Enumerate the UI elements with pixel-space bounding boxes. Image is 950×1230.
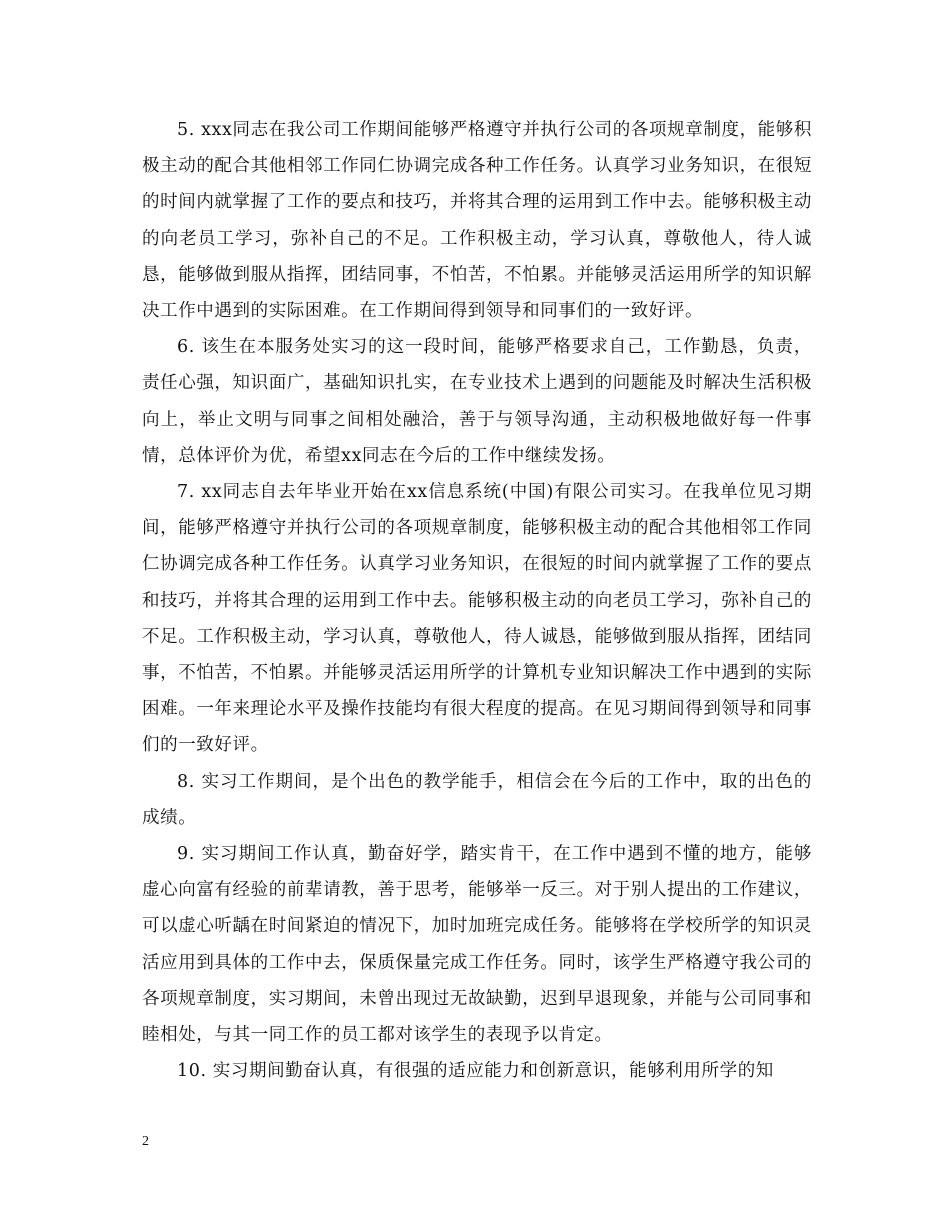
paragraph-6: 6. 该生在本服务处实习的这一段时间，能够严格要求自己，工作勤恳，负责，责任心强，知识面广，基础知识扎实，在专业技术上遇到的问题能及时解决生活积极向上，举止文明与同事之间相处融洽，善于与领导沟通，主动积极地做好每一件事情，总体评价为优，希望xx同志在今后的工作中继续发扬。 (142, 337, 812, 466)
paragraph-9: 9. 实习期间工作认真，勤奋好学，踏实肯干，在工作中遇到不懂的地方，能够虚心向富有经验的前辈请教，善于思考，能够举一反三。对于别人提出的工作建议，可以虚心听龋在时间紧迫的情况下，加时加班完成任务。能够将在学校所学的知识灵活应用到具体的工作中去，保质保量完成工作任务。同时，该学生严格遵守我公司的各项规章制度，实习期间，未曾出现过无故缺勤，迟到早退现象，并能与公司同事和睦相处，与其一同工作的员工都对该学生的表现予以肯定。 (142, 844, 812, 1046)
paragraph-8: 8. 实习工作期间，是个出色的教学能手，相信会在今后的工作中，取的出色的成绩。 (142, 771, 812, 828)
document-body (142, 112, 812, 1089)
paragraph-10: 10. 实习期间勤奋认真，有很强的适应能力和创新意识，能够利用所学的知 (177, 1061, 774, 1082)
paragraph-7: 7. xx同志自去年毕业开始在xx信息系统(中国)有限公司实习。在我单位见习期间，能够严格遵守并执行公司的各项规章制度，能够积极主动的配合其他相邻工作同仁协调完成各种工作任务。认真学习业务知识，在很短的时间内就掌握了工作的要点和技巧，并将其合理的运用到工作中去。能够积极主动的向老员工学习，弥补自己的不足。工作积极主动，学习认真，尊敬他人，待人诚恳，能够做到服从指挥，团结同事，不怕苦，不怕累。并能够灵活运用所学的计算机专业知识解决工作中遇到的实际困难。一年来理论水平及操作技能均有很大程度的提高。在见习期间得到领导和同事们的一致好评。 (142, 482, 812, 756)
page-number: 2 (142, 1134, 149, 1149)
paragraph-5: 5. xxx同志在我公司工作期间能够严格遵守并执行公司的各项规章制度，能够积极主动的配合其他相邻工作同仁协调完成各种工作任务。认真学习业务知识，在很短的时间内就掌握了工作的要点和技巧，并将其合理的运用到工作中去。能够积极主动的向老员工学习，弥补自己的不足。工作积极主动，学习认真，尊敬他人，待人诚恳，能够做到服从指挥，团结同事，不怕苦，不怕累。并能够灵活运用所学的知识解决工作中遇到的实际困难。在工作期间得到领导和同事们的一致好评。 (142, 120, 812, 322)
